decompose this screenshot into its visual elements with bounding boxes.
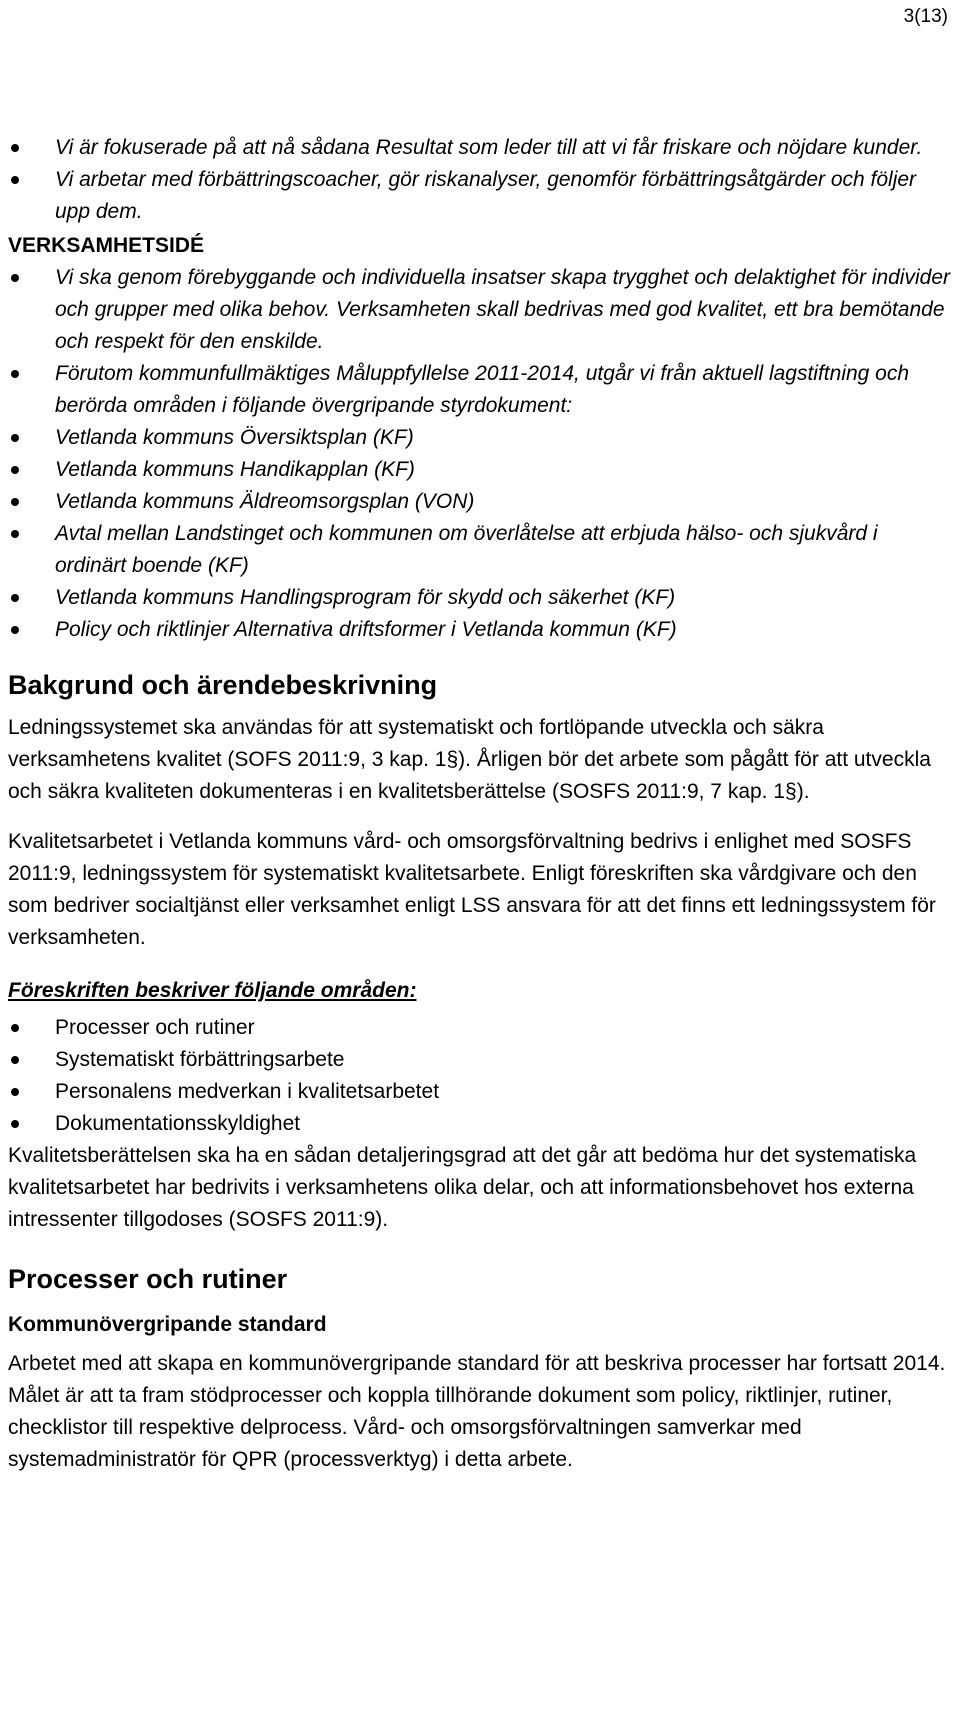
- verksamhetside-bullet-list: [8, 262, 953, 646]
- list-item: Processer och rutiner: [8, 1012, 953, 1044]
- list-item: Vetlanda kommuns Handlingsprogram för skydd och säkerhet (KF): [8, 582, 953, 614]
- processer-paragraph: Arbetet med att skapa en kommunövergripande standard för att beskriva processer har fortsatt 2014. Målet är att ta fram stödprocesser och koppla tillhörande dokument som policy, riktlinjer, rutiner, checklistor till respektive delprocess. Vård- och omsorgsförvaltningen samverkar med systemadministratör för QPR (processverktyg) i detta arbete.: [8, 1352, 946, 1471]
- processer-heading: Processer och rutiner: [8, 1264, 288, 1294]
- list-item: Vetlanda kommuns Översiktsplan (KF): [8, 422, 953, 454]
- bakgrund-heading: Bakgrund och ärendebeskrivning: [8, 670, 438, 700]
- document-body: [8, 132, 953, 1494]
- list-item: Policy och riktlinjer Alternativa driftsformer i Vetlanda kommun (KF): [8, 614, 953, 646]
- foreskriften-heading: Föreskriften beskriver följande områden:: [8, 979, 417, 1002]
- list-item: Vi ska genom förebyggande och individuella insatser skapa trygghet och delaktighet för individer och grupper med olika behov. Verksamheten skall bedrivas med god kvalitet, ett bra bemötande och respekt för den enskilde.: [8, 262, 953, 358]
- page-number: 3(13): [903, 6, 948, 27]
- list-item: Vetlanda kommuns Handikapplan (KF): [8, 454, 953, 486]
- bakgrund-paragraph-1: Ledningssystemet ska användas för att systematiskt och fortlöpande utveckla och säkra verksamhetens kvalitet (SOFS 2011:9, 3 kap. 1§). Årligen bör det arbete som pågått för att utveckla och säkra kvaliteten dokumenteras i en kvalitetsberättelse (SOSFS 2011:9, 7 kap. 1§).: [8, 716, 931, 803]
- top-bullet-list: [8, 132, 953, 228]
- foreskriften-bullet-list: [8, 1012, 953, 1140]
- processer-subheading: Kommunövergripande standard: [8, 1313, 327, 1336]
- foreskriften-paragraph: Kvalitetsberättelsen ska ha en sådan detaljeringsgrad att det går att bedöma hur det systematiska kvalitetsarbetet har bedrivits i verksamhetens olika delar, och att informationsbehovet hos externa intressenter tillgodoses (SOSFS 2011:9).: [8, 1144, 917, 1231]
- list-item: Vi arbetar med förbättringscoacher, gör riskanalyser, genomför förbättringsåtgärder och följer upp dem.: [8, 164, 953, 228]
- list-item: Systematiskt förbättringsarbete: [8, 1044, 953, 1076]
- list-item: Vetlanda kommuns Äldreomsorgsplan (VON): [8, 486, 953, 518]
- bakgrund-paragraph-2: Kvalitetsarbetet i Vetlanda kommuns vård- och omsorgsförvaltning bedrivs i enlighet med SOSFS 2011:9, ledningssystem för systematiskt kvalitetsarbete. Enligt föreskriften ska vårdgivare och den som bedriver socialtjänst eller verksamhet enligt LSS ansvara för att det finns ett ledningssystem för verksamheten.: [8, 830, 936, 949]
- list-item: Förutom kommunfullmäktiges Måluppfyllelse 2011-2014, utgår vi från aktuell lagstiftning och berörda områden i följande övergripande styrdokument:: [8, 358, 953, 422]
- list-item: Avtal mellan Landstinget och kommunen om överlåtelse att erbjuda hälso- och sjukvård i ordinärt boende (KF): [8, 518, 953, 582]
- verksamhetside-label: VERKSAMHETSIDÉ: [8, 234, 205, 257]
- list-item: Dokumentationsskyldighet: [8, 1108, 953, 1140]
- list-item: Personalens medverkan i kvalitetsarbetet: [8, 1076, 953, 1108]
- list-item: Vi är fokuserade på att nå sådana Resultat som leder till att vi får friskare och nöjdare kunder.: [8, 132, 953, 164]
